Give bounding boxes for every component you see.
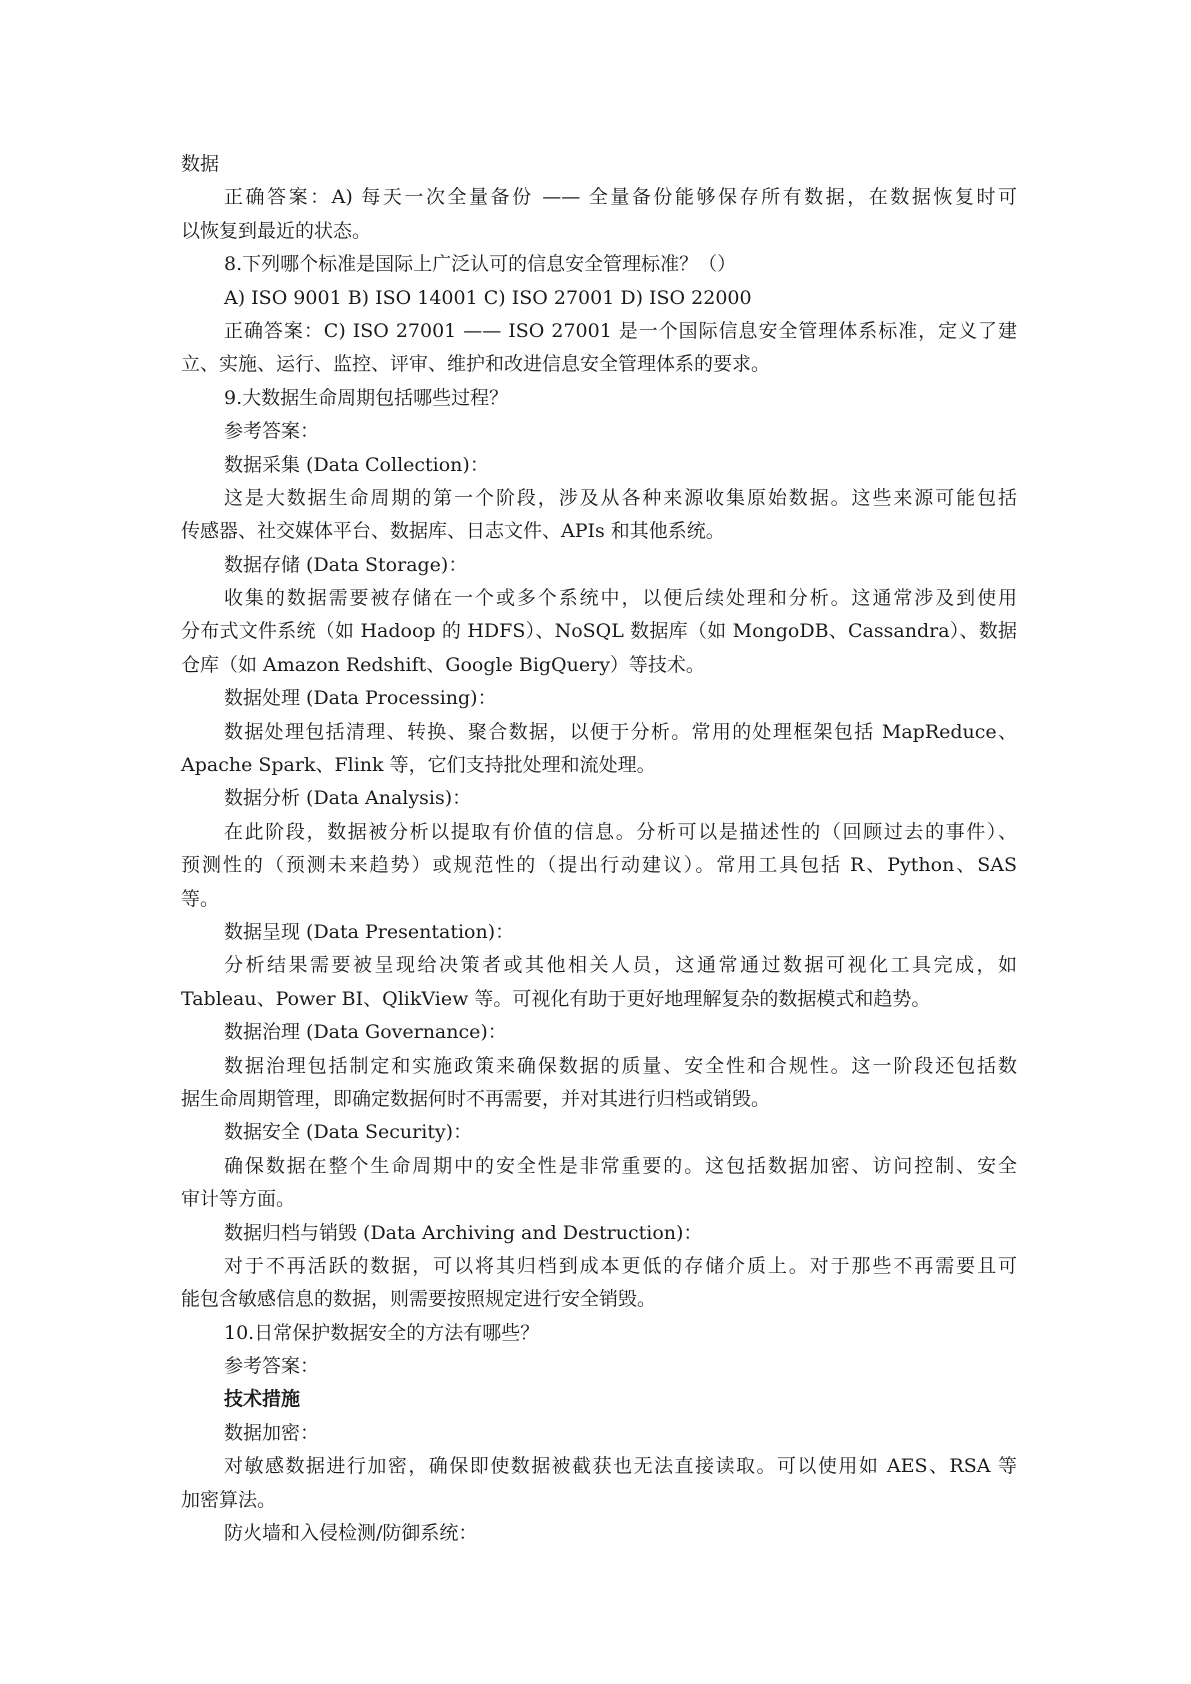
section-heading: 数据采集 (Data Collection)： [224, 453, 489, 476]
section-heading: 数据存储 (Data Storage)： [224, 553, 468, 576]
text-line: 预测性的（预测未来趋势）或规范性的（提出行动建议）。常用工具包括 R、Python、SAS [181, 854, 1017, 877]
text-line: 数据治理包括制定和实施政策来确保数据的质量、安全性和合规性。这一阶段还包括数 [224, 1054, 1017, 1077]
text-line: Tableau、Power BI、QlikView 等。可视化有助于更好地理解复杂的数据模式和趋势。 [181, 987, 931, 1010]
question-8-options: A) ISO 9001 B) ISO 14001 C) ISO 27001 D) ISO 22000 [224, 286, 752, 309]
text-line: Apache Spark、Flink 等，它们支持批处理和流处理。 [181, 754, 656, 777]
text-line: 对于不再活跃的数据，可以将其归档到成本更低的存储介质上。对于那些不再需要且可 [224, 1254, 1017, 1277]
answer-label: 参考答案： [224, 1355, 320, 1378]
text-line: 正确答案：C) ISO 27001 —— ISO 27001 是一个国际信息安全管理体系标准，定义了建 [224, 319, 1017, 342]
text-line: 对敏感数据进行加密，确保即使数据被截获也无法直接读取。可以使用如 AES、RSA 等 [224, 1455, 1017, 1478]
question-9: 9.大数据生命周期包括哪些过程？ [224, 386, 509, 409]
section-heading: 数据分析 (Data Analysis)： [224, 787, 472, 810]
text-line: 分布式文件系统（如 Hadoop 的 HDFS）、NoSQL 数据库（如 MongoDB、Cassandra）、数据 [181, 620, 1017, 643]
text-line: 据生命周期管理，即确定数据何时不再需要，并对其进行归档或销毁。 [181, 1087, 771, 1110]
section-heading: 数据归档与销毁 (Data Archiving and Destruction)： [224, 1221, 703, 1244]
text-line: 在此阶段，数据被分析以提取有价值的信息。分析可以是描述性的（回顾过去的事件）、 [224, 820, 1017, 843]
document-page [181, 148, 1017, 1550]
section-heading: 数据加密： [224, 1421, 320, 1444]
text-line: 审计等方面。 [181, 1188, 296, 1211]
section-heading: 数据治理 (Data Governance)： [224, 1021, 507, 1044]
text-line: 以恢复到最近的状态。 [181, 219, 372, 242]
text-line: 立、实施、运行、监控、评审、维护和改进信息安全管理体系的要求。 [181, 353, 771, 376]
section-heading: 数据呈现 (Data Presentation)： [224, 920, 515, 943]
text-line: 传感器、社交媒体平台、数据库、日志文件、APIs 和其他系统。 [181, 520, 725, 543]
text-line: 这是大数据生命周期的第一个阶段，涉及从各种来源收集原始数据。这些来源可能包括 [224, 486, 1017, 509]
text-line: 等。 [181, 887, 220, 910]
section-heading: 防火墙和入侵检测/防御系统： [224, 1522, 478, 1545]
text-line: 加密算法。 [181, 1488, 277, 1511]
text-line: 分析结果需要被呈现给决策者或其他相关人员，这通常通过数据可视化工具完成，如 [224, 954, 1017, 977]
section-heading: 数据处理 (Data Processing)： [224, 687, 497, 710]
text-line: 仓库（如 Amazon Redshift、Google BigQuery）等技术。 [181, 653, 705, 676]
section-heading: 数据安全 (Data Security)： [224, 1121, 473, 1144]
bold-heading: 技术措施 [224, 1388, 301, 1411]
text-line: 数据 [181, 153, 220, 175]
text-line: 能包含敏感信息的数据，则需要按照规定进行安全销毁。 [181, 1288, 657, 1311]
question-10: 10.日常保护数据安全的方法有哪些？ [224, 1321, 540, 1344]
answer-label: 参考答案： [224, 420, 320, 443]
question-8: 8.下列哪个标准是国际上广泛认可的信息安全管理标准？（） [224, 253, 737, 276]
text-line: 数据处理包括清理、转换、聚合数据，以便于分析。常用的处理框架包括 MapReduce、 [224, 720, 1017, 743]
text-line: 确保数据在整个生命周期中的安全性是非常重要的。这包括数据加密、访问控制、安全 [224, 1154, 1017, 1177]
text-line: 正确答案：A) 每天一次全量备份 —— 全量备份能够保存所有数据，在数据恢复时可 [224, 186, 1017, 209]
text-line: 收集的数据需要被存储在一个或多个系统中，以便后续处理和分析。这通常涉及到使用 [224, 587, 1017, 610]
